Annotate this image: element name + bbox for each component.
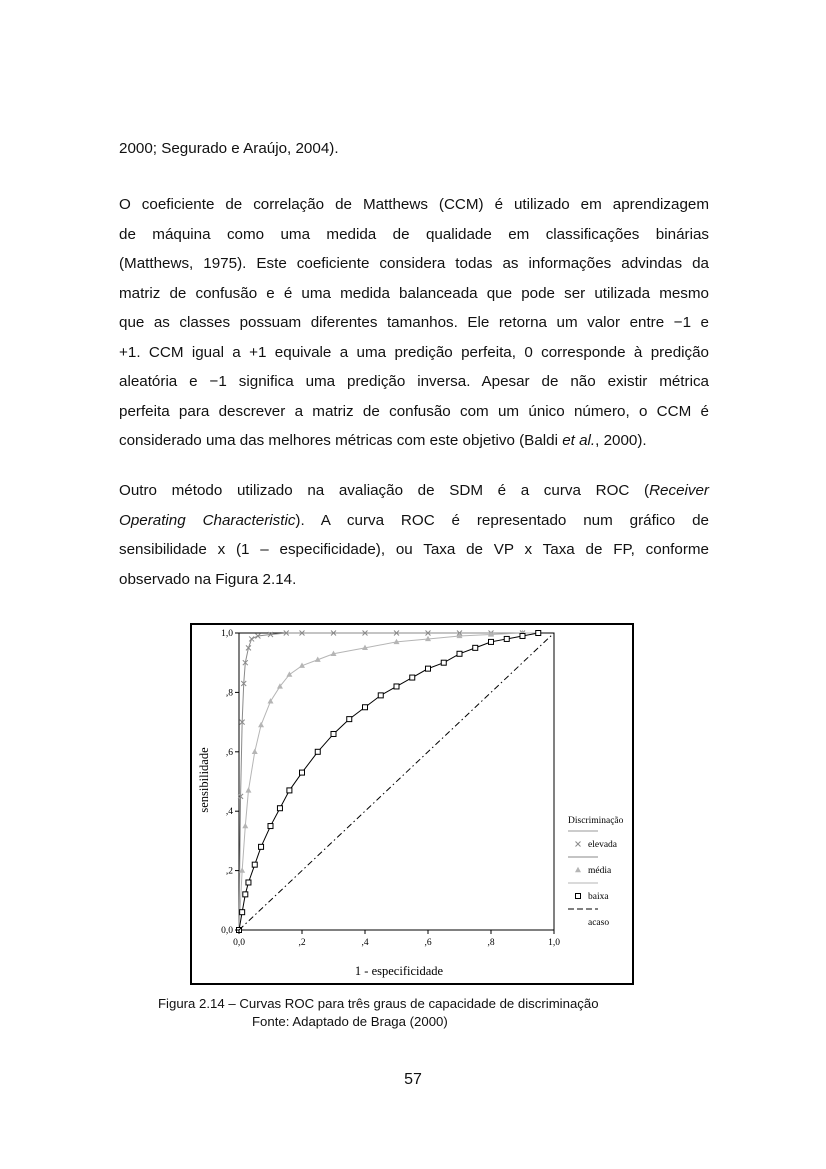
legend-title: Discriminação bbox=[568, 816, 624, 826]
text-italic: et al. bbox=[562, 432, 596, 449]
y-tick-label: 0,0 bbox=[221, 926, 233, 936]
text-line: sensibilidade x (1 – especificidade), ou Taxa de VP x Taxa de FP, conforme bbox=[119, 541, 709, 558]
chart-ticks bbox=[221, 629, 560, 948]
chart-legend bbox=[568, 816, 624, 928]
legend-label-elevada: elevada bbox=[588, 840, 618, 850]
x-axis-label: 1 - especificidade bbox=[354, 964, 444, 978]
legend-label-acaso: acaso bbox=[588, 918, 610, 928]
text-line: perfeita para descrever a matriz de confusão com um único número, o CCM é bbox=[119, 402, 709, 420]
page-number: 57 bbox=[404, 1071, 422, 1088]
point-baixa bbox=[504, 636, 509, 641]
text-line: observado na Figura 2.14. bbox=[119, 570, 297, 588]
point-baixa bbox=[240, 910, 245, 915]
x-tick-label: ,2 bbox=[298, 938, 306, 948]
point-elevada bbox=[249, 636, 254, 641]
text-run: Outro método utilizado na avaliação de SDM é a curva ROC ( bbox=[119, 482, 650, 499]
point-baixa bbox=[520, 633, 525, 638]
point-media bbox=[258, 722, 264, 727]
x-tick-label: ,4 bbox=[361, 938, 369, 948]
paragraph-ccm bbox=[119, 190, 709, 456]
text-italic: Receiver bbox=[649, 482, 709, 499]
point-baixa bbox=[457, 651, 462, 656]
chart-series bbox=[236, 630, 554, 933]
y-axis-label: sensibilidade bbox=[197, 747, 211, 813]
point-baixa bbox=[259, 844, 264, 849]
x-tick-label: 1,0 bbox=[548, 938, 560, 948]
point-baixa bbox=[441, 660, 446, 665]
x-tick-label: ,6 bbox=[424, 938, 432, 948]
text-line: (Matthews, 1975). Este coeficiente considera todas as informações advindas da bbox=[119, 255, 709, 272]
point-baixa bbox=[489, 639, 494, 644]
text-run: , 2000). bbox=[595, 432, 647, 449]
point-baixa bbox=[410, 675, 415, 680]
point-media bbox=[242, 823, 248, 828]
series-line-baixa bbox=[239, 633, 538, 930]
text-line bbox=[119, 506, 709, 536]
text-line bbox=[119, 426, 709, 456]
text-line: 2000; Segurado e Araújo, 2004). bbox=[119, 140, 339, 157]
point-baixa bbox=[363, 705, 368, 710]
text-run: considerado uma das melhores métricas com este objetivo (Baldi bbox=[119, 432, 563, 449]
series-line-acaso bbox=[239, 633, 554, 930]
text-line: O coeficiente de correlação de Matthews (CCM) é utilizado em aprendizagem bbox=[119, 196, 709, 213]
point-baixa bbox=[287, 788, 292, 793]
y-tick-label: ,4 bbox=[225, 807, 233, 818]
text-line: aleatória e −1 significa uma predição inversa. Apesar de não existir métrica bbox=[119, 373, 709, 390]
roc-chart bbox=[192, 625, 632, 983]
x-tick-label: ,8 bbox=[487, 938, 495, 948]
text-line: matriz de confusão e é uma medida balanceada que pode ser utilizada mesmo bbox=[119, 284, 709, 302]
point-media bbox=[286, 671, 292, 676]
point-media bbox=[575, 867, 581, 872]
point-baixa bbox=[426, 666, 431, 671]
y-tick-label: ,2 bbox=[225, 866, 233, 877]
point-baixa bbox=[473, 645, 478, 650]
paragraph-roc bbox=[119, 476, 709, 594]
point-media bbox=[245, 787, 251, 792]
point-baixa bbox=[331, 731, 336, 736]
point-elevada bbox=[576, 842, 581, 847]
text-line: de máquina como uma medida de qualidade em classificações binárias bbox=[119, 225, 709, 243]
text-line bbox=[119, 476, 709, 506]
point-baixa bbox=[277, 806, 282, 811]
figure-source: Fonte: Adaptado de Braga (2000) bbox=[252, 1014, 448, 1029]
point-baixa bbox=[536, 631, 541, 636]
legend-label-media: média bbox=[588, 866, 612, 876]
point-baixa bbox=[347, 717, 352, 722]
text-italic: Operating Characteristic bbox=[119, 511, 296, 529]
roc-figure bbox=[190, 623, 634, 985]
point-baixa bbox=[378, 693, 383, 698]
figure-caption: Figura 2.14 – Curvas ROC para três graus de capacidade de discriminação bbox=[158, 996, 599, 1011]
y-tick-label: 1,0 bbox=[221, 629, 233, 639]
point-baixa bbox=[246, 880, 251, 885]
series-line-media bbox=[239, 633, 538, 930]
paragraph-continuation bbox=[119, 134, 709, 164]
point-baixa bbox=[394, 684, 399, 689]
point-baixa bbox=[268, 824, 273, 829]
point-baixa bbox=[300, 770, 305, 775]
point-baixa bbox=[243, 892, 248, 897]
point-baixa bbox=[252, 862, 257, 867]
text-run: ). A curva ROC é representado num gráfico de bbox=[295, 511, 710, 529]
legend-label-baixa: baixa bbox=[588, 892, 609, 902]
x-tick-label: 0,0 bbox=[233, 938, 245, 948]
text-line: que as classes possuam diferentes tamanhos. Ele retorna um valor entre −1 e bbox=[119, 314, 709, 331]
point-baixa bbox=[315, 749, 320, 754]
text-line: +1. CCM igual a +1 equivale a uma predição perfeita, 0 corresponde à predição bbox=[119, 343, 709, 361]
series-line-elevada bbox=[239, 633, 538, 930]
y-tick-label: ,6 bbox=[225, 747, 233, 758]
point-media bbox=[252, 749, 258, 754]
y-tick-label: ,8 bbox=[225, 688, 233, 699]
point-baixa bbox=[576, 894, 581, 899]
